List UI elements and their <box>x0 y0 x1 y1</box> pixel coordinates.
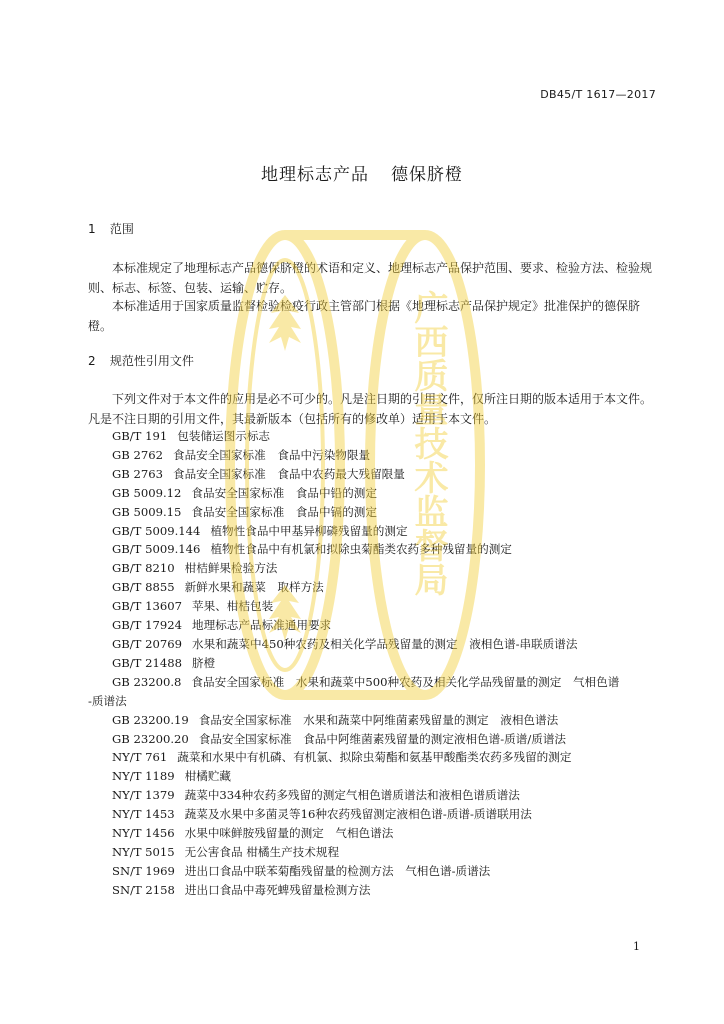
title-part-1: 地理标志产品 <box>261 165 369 185</box>
reference-item: GB/T 191 包装储运图示标志 <box>112 429 271 443</box>
reference-item: GB/T 13607 苹果、柑桔包装 <box>112 599 274 614</box>
reference-item: GB/T 20769 水果和蔬菜中450种农药及相关化学品残留量的测定 液相色谱-串联质谱法 <box>112 636 578 651</box>
section-1-number: 1 <box>88 222 96 236</box>
reference-item: NY/T 761 蔬菜和水果中有机磷、有机氯、拟除虫菊酯和氨基甲酸酯类农药多残留的测定 <box>112 750 572 765</box>
reference-item: SN/T 1969 进出口食品中联苯菊酯残留量的检测方法 气相色谱-质谱法 <box>112 863 491 878</box>
section-1-heading <box>88 220 134 237</box>
reference-item: NY/T 1379 蔬菜中334种农药多残留的测定气相色谱质谱法和液相色谱质谱法 <box>112 788 520 803</box>
reference-item: GB 5009.12 食品安全国家标准 食品中铅的测定 <box>112 485 377 500</box>
page-number: 1 <box>633 940 640 953</box>
reference-item: GB 2763 食品安全国家标准 食品中农药最大残留限量 <box>112 466 405 481</box>
document-code: DB45/T 1617—2017 <box>540 88 656 101</box>
section-1-title: 范围 <box>109 222 134 236</box>
reference-item: GB/T 21488 脐橙 <box>112 655 216 670</box>
reference-item: NY/T 1189 柑橘贮藏 <box>112 769 232 784</box>
reference-item: GB/T 17924 地理标志产品标准通用要求 <box>112 618 332 633</box>
section-2-number: 2 <box>88 354 96 368</box>
reference-item: GB 23200.19 食品安全国家标准 水果和蔬菜中阿维菌素残留量的测定 液相色谱法 <box>112 712 559 727</box>
scope-paragraph-2: 本标准适用于国家质量监督检验检疫行政主管部门根据《地理标志产品保护规定》批准保护的德保脐橙。 <box>88 299 641 333</box>
scope-paragraph-1: 本标准规定了地理标志产品德保脐橙的术语和定义、地理标志产品保护范围、要求、检验方法、检验规则、标志、标签、包装、运输、贮存。 <box>88 261 653 295</box>
reference-item: SN/T 2158 进出口食品中毒死蜱残留量检测方法 <box>112 882 371 897</box>
title-part-2: 德保脐橙 <box>391 165 463 185</box>
reference-item: GB/T 5009.144 植物性食品中甲基异柳磷残留量的测定 <box>112 523 408 538</box>
reference-item: NY/T 1453 蔬菜及水果中多菌灵等16种农药残留测定液相色谱-质谱-质谱联用法 <box>112 807 532 822</box>
reference-list <box>88 427 660 900</box>
reference-item: GB/T 8855 新鲜水果和蔬菜 取样方法 <box>112 580 324 595</box>
reference-item: GB 5009.15 食品安全国家标准 食品中镉的测定 <box>112 504 377 519</box>
page-title <box>0 160 724 185</box>
reference-item: GB/T 8210 柑桔鲜果检验方法 <box>112 561 278 576</box>
reference-item: NY/T 5015 无公害食品 柑橘生产技术规程 <box>112 844 340 859</box>
section-2-title: 规范性引用文件 <box>109 354 194 368</box>
references-intro: 下列文件对于本文件的应用是必不可少的。凡是注日期的引用文件，仅所注日期的版本适用于本文件。凡是不注日期的引用文件，其最新版本（包括所有的修改单）适用于本文件。 <box>88 392 653 426</box>
reference-item: GB/T 5009.146 植物性食品中有机氯和拟除虫菊酯类农药多种残留量的测定 <box>112 542 512 557</box>
reference-item: GB 2762 食品安全国家标准 食品中污染物限量 <box>112 447 371 462</box>
section-2-heading <box>88 352 194 369</box>
reference-item: NY/T 1456 水果中咪鲜胺残留量的测定 气相色谱法 <box>112 826 394 841</box>
reference-item: GB 23200.8 食品安全国家标准 水果和蔬菜中500种农药及相关化学品残留量的测定 气相色谱 -质谱法 <box>88 674 620 708</box>
watermark-text: 广西质量技术监督局 <box>408 290 448 596</box>
reference-item: GB 23200.20 食品安全国家标准 食品中阿维菌素残留量的测定液相色谱-质谱/质谱法 <box>112 731 567 746</box>
